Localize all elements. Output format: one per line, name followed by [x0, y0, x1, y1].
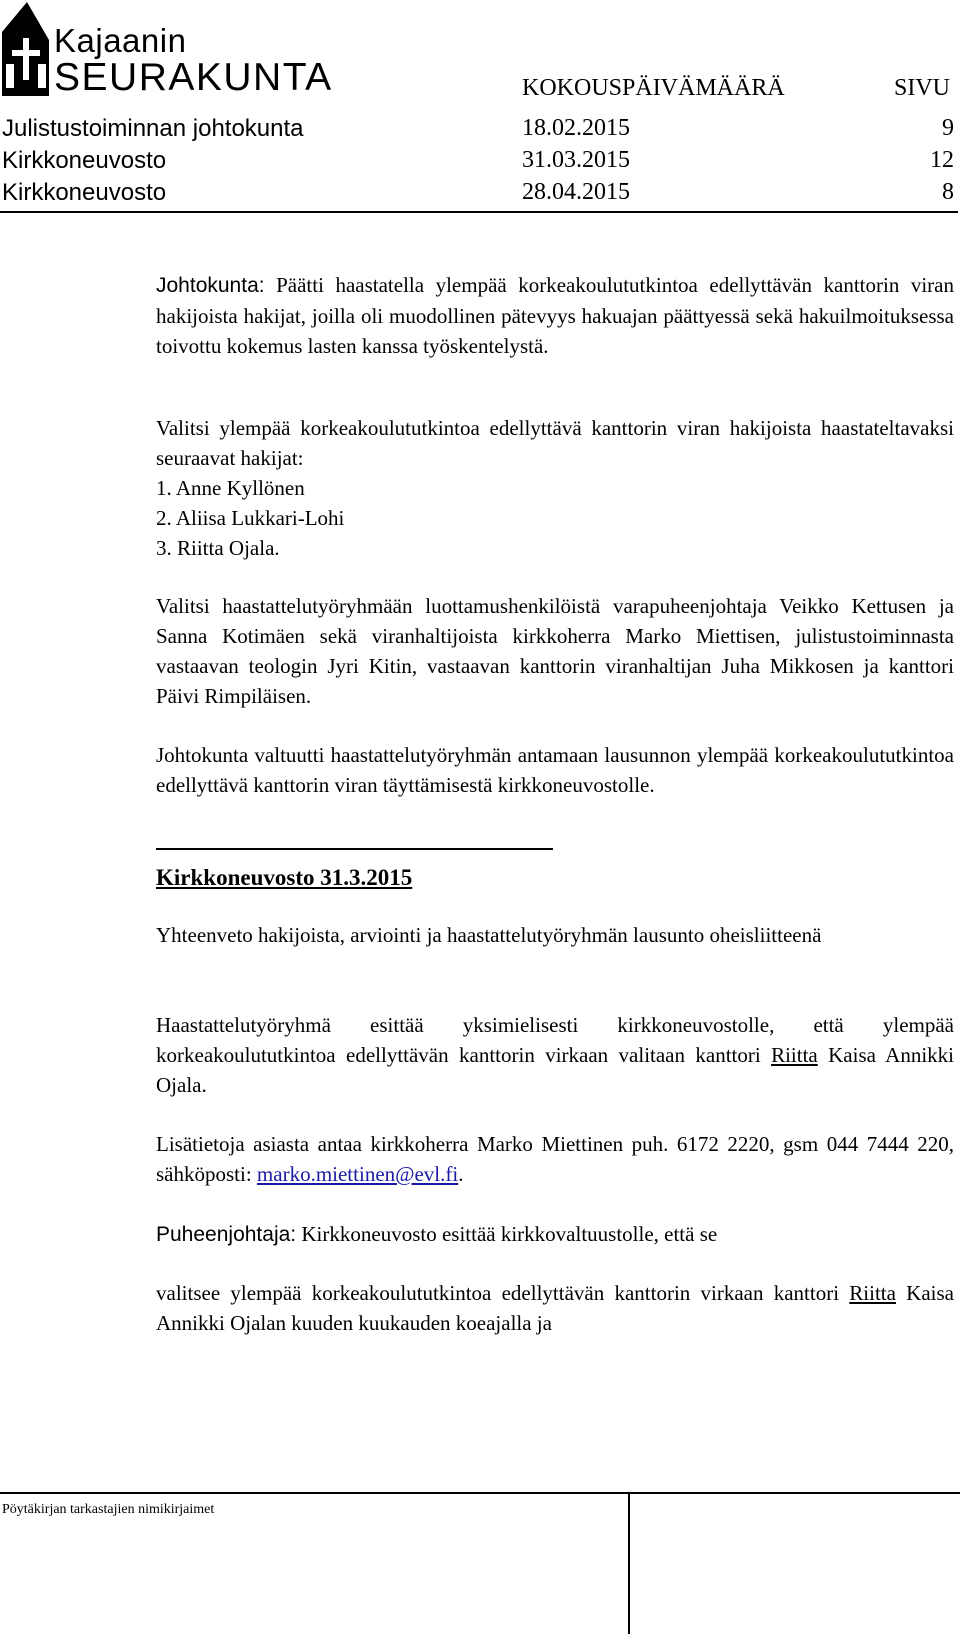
candidate-first-name: Riitta	[771, 1043, 818, 1067]
meeting-date: 18.02.2015	[522, 115, 630, 141]
meeting-row	[0, 144, 960, 177]
meeting-body: Kirkkoneuvosto	[2, 147, 167, 174]
chairman-proposal-paragraph	[156, 1219, 954, 1250]
interview-group-text: Valitsi haastattelutyöryhmään luottamushenkilöistä varapuheenjohtaja Veikko Kettusen ja Sanna Kotimäen sekä viranhaltijoista kirkkoherra Marko Miettisen, julistustoiminnasta vastaavan teologin Jyri Kitin, vastaavan kanttorin viranhaltijan Juha Mikkosen ja kanttori Päivi Rimpiläisen.	[156, 594, 954, 708]
contact-info-text: Lisätietoja asiasta antaa kirkkoherra Marko Miettinen puh. 6172 2220, gsm 044 7444 220, sähköposti:	[156, 1132, 954, 1186]
meeting-date-column-header: KOKOUSPÄIVÄMÄÄRÄ	[522, 75, 785, 101]
logo-text-kajaanin: Kajaanin	[54, 22, 187, 59]
valitsee-text: valitsee ylempää korkeakoulututkintoa edellyttävän kanttorin virkaan kanttori	[156, 1281, 850, 1305]
valtuutti-paragraph	[156, 740, 954, 800]
list-item: 3. Riitta Ojala.	[156, 536, 280, 560]
interview-proposal-paragraph	[156, 1010, 954, 1100]
section-divider	[156, 848, 553, 850]
yhteenveto-text: Yhteenveto hakijoista, arviointi ja haastattelutyöryhmän lausunto oheisliitteenä	[156, 923, 822, 947]
list-item: 2. Aliisa Lukkari-Lohi	[156, 506, 345, 530]
meeting-body: Kirkkoneuvosto	[2, 179, 167, 206]
applicant-list	[156, 473, 954, 563]
meeting-page: 9	[942, 115, 954, 141]
footer-column-divider	[628, 1492, 630, 1634]
list-item: 1. Anne Kyllönen	[156, 476, 305, 500]
candidate-first-name: Riitta	[849, 1281, 896, 1305]
kirkkoneuvosto-heading: Kirkkoneuvosto 31.3.2015	[156, 865, 413, 890]
valitsee-paragraph	[156, 1278, 954, 1338]
contact-info-end: .	[458, 1162, 464, 1186]
johtokunta-decision-paragraph	[156, 270, 954, 361]
meeting-page: 12	[930, 147, 954, 173]
valitsee-text-end: Kaisa Annikki Ojalan kuuden kuukauden koeajalla ja	[156, 1281, 954, 1335]
logo-text-seurakunta: SEURAKUNTA	[54, 56, 333, 99]
johtokunta-text: Päätti haastatella ylempää korkeakoulututkintoa edellyttävän kanttorin viran hakijoista hakijat, joilla oli muodollinen pätevyys hakuajan päättyessä sekä hakuilmoituksessa toivottu kokemus lasten kanssa työskentelystä.	[156, 273, 954, 358]
puheenjohtaja-label: Puheenjohtaja:	[156, 1223, 297, 1246]
valitsi-applicants-text: Valitsi ylempää korkeakoulututkintoa edellyttävä kanttorin viran hakijoista haastateltavaksi seuraavat hakijat:	[156, 416, 954, 470]
header-divider	[0, 211, 958, 213]
interview-proposal-text-end: Kaisa Annikki Ojala.	[156, 1043, 954, 1097]
valtuutti-text: Johtokunta valtuutti haastattelutyöryhmän antamaan lausunnon ylempää korkeakoulututkintoa edellyttävä kanttorin viran täyttämisestä kirkkoneuvostolle.	[156, 743, 954, 797]
email-link[interactable]: marko.miettinen@evl.fi	[256, 1162, 459, 1186]
kajaani-parish-logo	[0, 2, 340, 98]
minutes-checkers-initials-label: Pöytäkirjan tarkastajien nimikirjaimet	[2, 1502, 215, 1517]
meeting-row	[0, 176, 960, 209]
church-cross-icon	[2, 2, 54, 96]
footer-divider	[0, 1492, 628, 1494]
puheenjohtaja-text: Kirkkoneuvosto esittää kirkkovaltuustolle, että se	[296, 1222, 718, 1246]
footer-divider	[630, 1492, 960, 1494]
interview-group-paragraph	[156, 591, 954, 711]
johtokunta-label: Johtokunta:	[156, 274, 265, 297]
yhteenveto-paragraph	[156, 920, 954, 950]
valitsi-applicants-paragraph	[156, 413, 954, 473]
interview-proposal-text: Haastattelutyöryhmä esittää yksimielisesti kirkkoneuvostolle, että ylempää korkeakoulututkintoa edellyttävän kanttorin virkaan valitaan kanttori	[156, 1013, 954, 1067]
meeting-body: Julistustoiminnan johtokunta	[2, 115, 304, 142]
meeting-page: 8	[942, 179, 954, 205]
meeting-date: 31.03.2015	[522, 147, 630, 173]
contact-info-paragraph	[156, 1129, 954, 1189]
meeting-date: 28.04.2015	[522, 179, 630, 205]
meeting-row	[0, 112, 960, 145]
page-column-header: SIVU	[894, 75, 951, 101]
